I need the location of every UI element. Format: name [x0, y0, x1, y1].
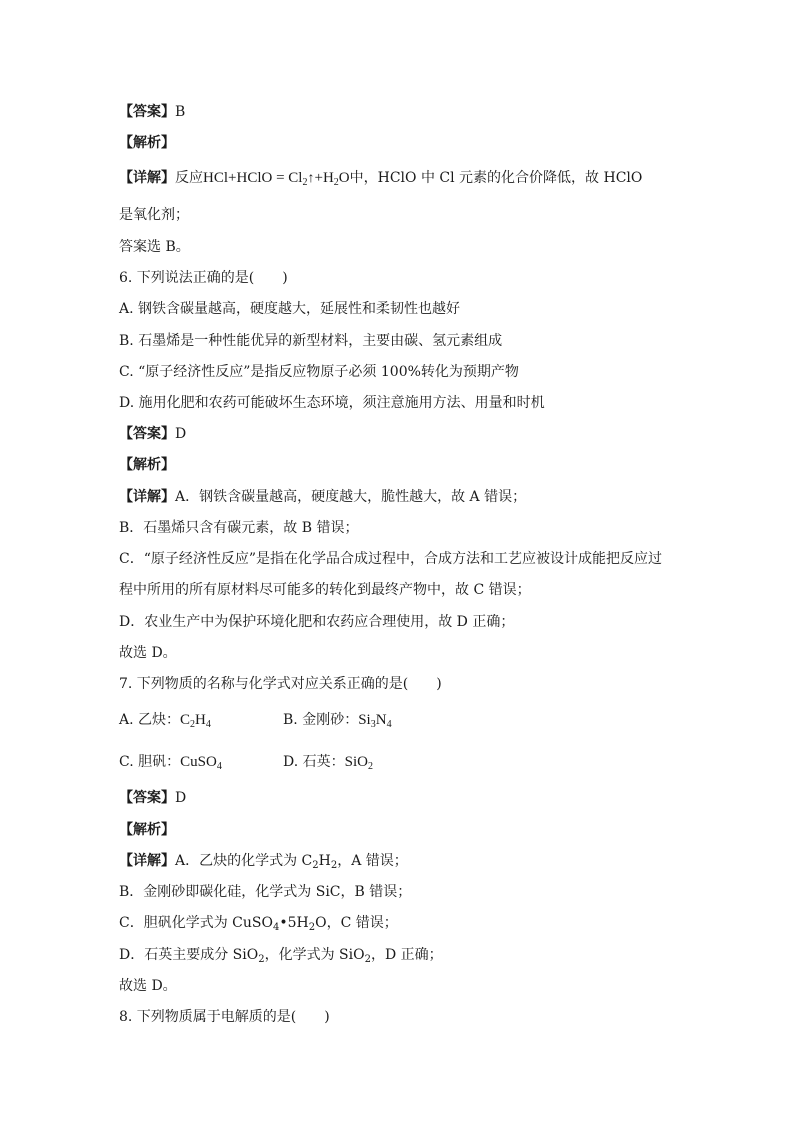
q5-detail-line2: 是氧化剂； — [119, 207, 189, 223]
answer-tag: 【答案】 — [119, 104, 175, 120]
q6-detail-c2: 程中所用的所有原材料尽可能多的转化到最终产物中，故 C 错误； — [119, 582, 531, 598]
q7-options-row2 — [119, 752, 373, 772]
q7-analysis-tag: 【解析】 — [119, 822, 175, 838]
reaction-equation: HCl+HClO = $Cl_2↑+H_2O$ — [203, 170, 350, 188]
answer-value: B — [175, 104, 186, 120]
gas-arrow-icon: ↑ — [307, 171, 315, 186]
q5-conclusion: 答案选 B。 — [119, 239, 190, 255]
q7-option-c: C. 胆矾：CuSO$_4$ — [119, 754, 222, 772]
q6-conclusion: 故选 D。 — [119, 645, 177, 661]
q7-option-d: D. 石英：SiO$_2$ — [283, 754, 373, 772]
q7-option-b: B. 金刚砂：$Si_3N_4$ — [283, 712, 392, 730]
q5-detail-line — [119, 168, 642, 189]
q6-analysis-tag: 【解析】 — [119, 457, 175, 473]
detail-post: 中，HClO 中 Cl 元素的化合价降低，故 HClO — [349, 170, 643, 186]
q7-stem: 7. 下列物质的名称与化学式对应关系正确的是( ) — [119, 676, 442, 692]
q6-answer-line: 【答案】D — [119, 426, 187, 442]
q6-detail-d: D．农业生产中为保护环境化肥和农药应合理使用，故 D 正确； — [119, 614, 515, 630]
q8-stem: 8. 下列物质属于电解质的是( ) — [119, 1009, 330, 1025]
q6-detail-b: B．石墨烯只含有碳元素，故 B 错误； — [119, 520, 359, 536]
q7-detail-c: C．胆矾化学式为 $CuSO_4•5H_2O$，C 错误； — [119, 915, 398, 933]
q7-conclusion: 故选 D。 — [119, 978, 177, 994]
q7-detail-b: B．金刚砂即碳化硅，化学式为 SiC，B 错误； — [119, 884, 412, 900]
q7-detail-a: 【详解】A．乙炔的化学式为 $C_2H_2$，A 错误； — [119, 853, 408, 871]
q6-detail-c: C．“原子经济性反应”是指在化学品合成过程中，合成方法和工艺应被设计成能把反应过 — [119, 551, 663, 567]
q6-option-b: B. 石墨烯是一种性能优异的新型材料，主要由碳、氢元素组成 — [119, 333, 503, 349]
q7-detail-d: D．石英主要成分 SiO$_2$，化学式为 SiO$_2$，D 正确； — [119, 947, 443, 965]
q6-option-c: C. “原子经济性反应”是指反应物原子必须 100%转化为预期产物 — [119, 364, 519, 380]
q5-analysis-tag: 【解析】 — [119, 135, 175, 151]
q7-answer-line: 【答案】D — [119, 790, 187, 806]
q7-option-a: A. 乙炔：$C_2H_4$ — [119, 712, 211, 730]
q6-detail-a: 【详解】A．钢铁含碳量越高，硬度越大，脆性越大，故 A 错误； — [119, 489, 527, 505]
q6-stem: 6. 下列说法正确的是( ) — [119, 270, 288, 286]
detail-pre: 反应 — [175, 170, 203, 186]
q6-option-a: A. 钢铁含碳量越高，硬度越大，延展性和柔韧性也越好 — [119, 301, 461, 317]
detail-tag: 【详解】 — [119, 170, 175, 186]
q5-answer-line — [119, 102, 185, 122]
q6-option-d: D. 施用化肥和农药可能破坏生态环境，须注意施用方法、用量和时机 — [119, 395, 545, 411]
q7-options-row1 — [119, 710, 392, 730]
